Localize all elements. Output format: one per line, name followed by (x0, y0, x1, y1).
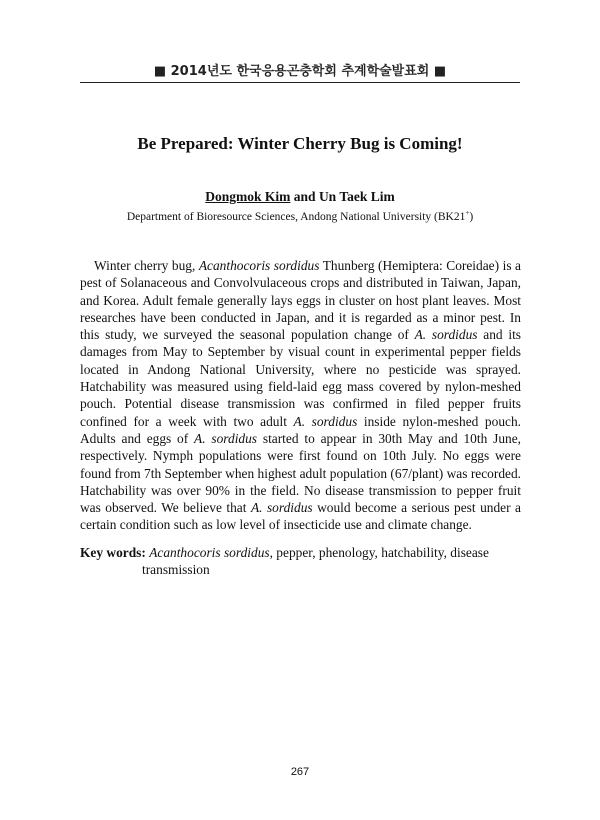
keywords-label: Key words: (80, 545, 146, 560)
affiliation (60, 209, 540, 223)
keywords (80, 544, 521, 579)
author-primary: Dongmok Kim (205, 189, 291, 204)
paper-title: Be Prepared: Winter Cherry Bug is Coming! (137, 134, 463, 153)
conference-header: ■ 2014년도 한국응용곤충학회 추계학술발표회 ■ (153, 64, 447, 79)
abstract-text-5: started to appear in 30th May and 10th June, respectively. Nymph populations were first found on 10th July. No eggs were found from 7th September when highest adult population (67/plant) was recorded. Hatchability was over 90% in the field. No disease transmission to pepper fruit was observed. We believe that (80, 430, 522, 516)
affiliation-end: ) (469, 210, 474, 223)
species-name: A. sordidus (250, 500, 313, 516)
species-name: A. sordidus (414, 327, 478, 343)
abstract-text-4: inside nylon-meshed pouch. Adults and eggs of (80, 413, 521, 446)
keywords-rest: , pepper, phenology, hatchability, disease transmission (142, 545, 489, 578)
header-rule (80, 82, 520, 83)
abstract-text-2: Thunberg (Hemiptera: Coreidae) is a pest of Solanaceous and Convolvulaceous crops and distributed in Taiwan, Japan, and Korea. Adult female generally lays eggs in cluster on host plant leaves. Most researches have been conducted in Japan, and it is regarded as a minor pest. In this study, we surveyed the seasonal population change of (80, 258, 521, 343)
abstract-text-6: would become a serious pest under a certain condition such as low level of insecticide use and climate change. (80, 500, 521, 533)
species-name: Acanthocoris sordidus (198, 258, 320, 273)
keywords-list (80, 544, 521, 579)
keyword-species: Acanthocoris sordidus (149, 545, 270, 560)
page-number: 267 (290, 766, 310, 778)
author-rest: and Un Taek Lim (290, 189, 395, 204)
abstract-text-3: and its damages from May to September by visual count in experimental pepper fields located in Andong National University, where no pesticide was sprayed. Hatchability was measured using field-laid egg mass covered by nylon-meshed pouch. Potential disease transmission was confirmed in filed pepper fruits confined for a week with two adult (80, 327, 521, 429)
affiliation-text: Department of Bioresource Sciences, Andong National University (BK21 (126, 210, 466, 223)
species-name: A. sordidus (293, 413, 358, 429)
abstract-text-1: Winter cherry bug, (94, 258, 199, 273)
affiliation-superscript: + (465, 209, 470, 217)
species-name: A. sordidus (194, 430, 258, 446)
author-line (60, 189, 540, 205)
abstract-body (80, 257, 521, 534)
